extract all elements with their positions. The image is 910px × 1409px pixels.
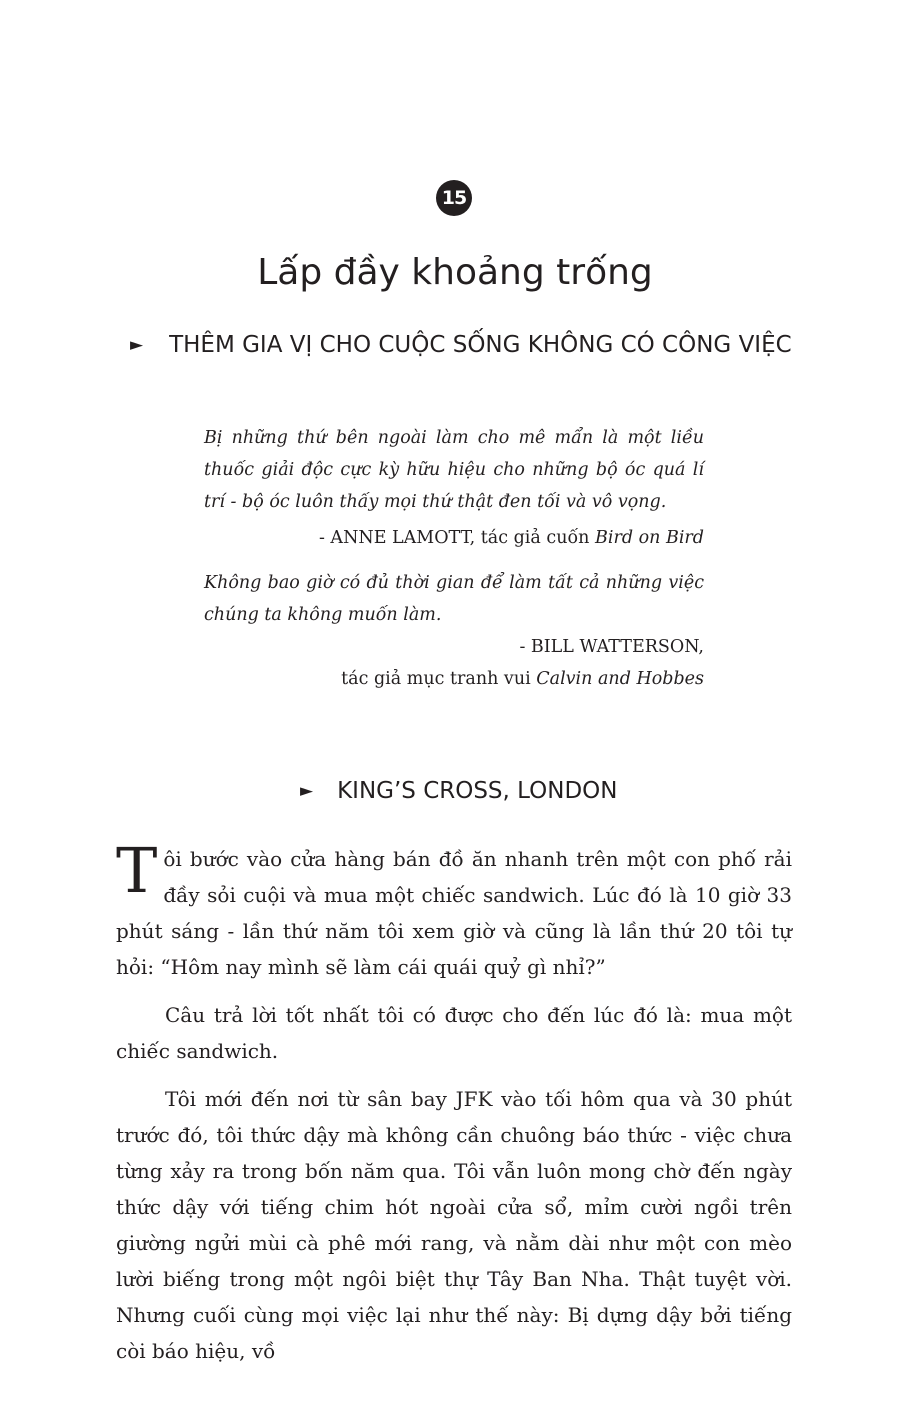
epigraph-1-author: - ANNE LAMOTT, tác giả cuốn — [318, 528, 596, 548]
arrow-right-icon: ► — [130, 335, 144, 355]
arrow-right-icon: ► — [300, 781, 314, 801]
epigraph-1-text: Bị những thứ bên ngoài làm cho mê mẩn là một liều thuốc giải độc cực kỳ hữu hiệu cho những bộ óc quá lí trí - bộ óc luôn thấy mọi thứ thật đen tối và vô vọng. — [204, 428, 704, 512]
epigraph-1 — [204, 422, 704, 554]
section-heading-text: KING’S CROSS, LONDON — [337, 778, 618, 804]
epigraph-2-author: - BILL WATTERSON, — [519, 637, 704, 657]
chapter-subtitle-text: THÊM GIA VỊ CHO CUỘC SỐNG KHÔNG CÓ CÔNG VIỆC — [169, 332, 792, 358]
epigraph-2-attribution — [204, 663, 704, 695]
chapter-number: 15 — [441, 187, 467, 209]
paragraph-2: Câu trả lời tốt nhất tôi có được cho đến lúc đó là: mua một chiếc sandwich. — [116, 1003, 792, 1063]
paragraph-1 — [116, 834, 792, 985]
chapter-title: Lấp đầy khoảng trống — [257, 252, 653, 293]
epigraph-2-work: Calvin and Hobbes — [536, 669, 704, 689]
chapter-number-badge — [436, 180, 472, 216]
epigraph-2 — [204, 567, 704, 695]
epigraph-1-work: Bird on Bird — [595, 528, 704, 548]
chapter-subtitle — [130, 332, 792, 358]
epigraph-2-role: tác giả mục tranh vui — [341, 669, 537, 689]
epigraph-1-attribution — [204, 522, 704, 554]
epigraph-2-text: Không bao giờ có đủ thời gian để làm tất cả những việc chúng ta không muốn làm. — [204, 573, 704, 625]
paragraph-1-text: ôi bước vào cửa hàng bán đồ ăn nhanh trên một con phố rải đầy sỏi cuội và mua một chiếc sandwich. Lúc đó là 10 giờ 33 phút sáng - lần thứ năm tôi xem giờ và cũng là lần thứ 20 tôi tự hỏi: “Hôm nay mình sẽ làm cái quái quỷ gì nhỉ?” — [116, 847, 792, 979]
section-heading — [300, 778, 617, 804]
body-text — [116, 834, 792, 1369]
paragraph-3: Tôi mới đến nơi từ sân bay JFK vào tối hôm qua và 30 phút trước đó, tôi thức dậy mà không cần chuông báo thức - việc chưa từng xảy ra trong bốn năm qua. Tôi vẫn luôn mong chờ đến ngày thức dậy với tiếng chim hót ngoài cửa sổ, mỉm cười ngồi trên giường ngửi mùi cà phê mới rang, và nằm dài như một con mèo lười biếng trong một ngôi biệt thự Tây Ban Nha. Thật tuyệt vời. Nhưng cuối cùng mọi việc lại như thế này: Bị dựng dậy bởi tiếng còi báo hiệu, vồ — [116, 1087, 792, 1363]
drop-cap: T — [116, 834, 158, 907]
